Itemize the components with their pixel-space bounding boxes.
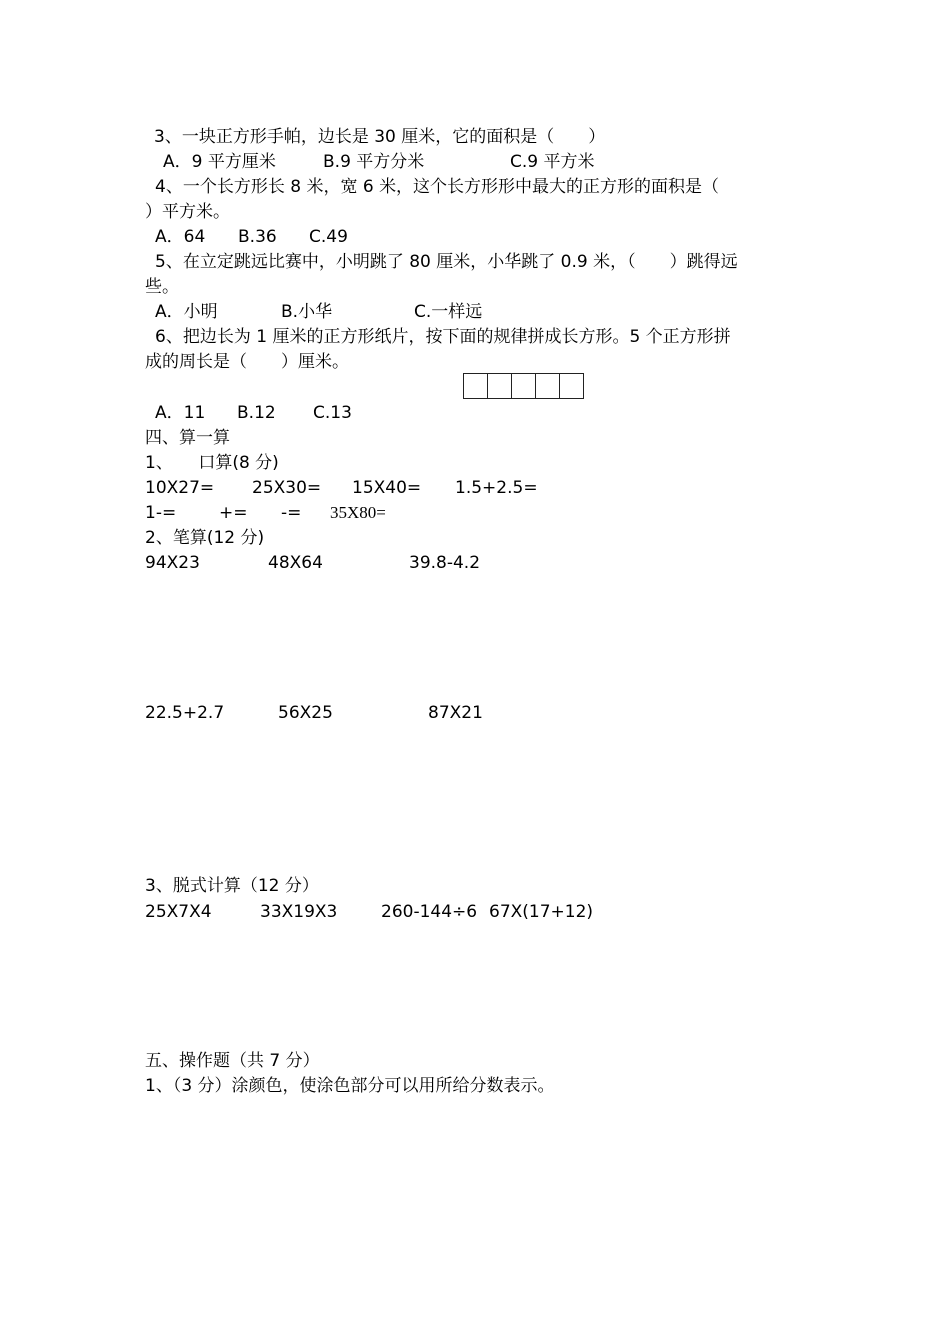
written-calc-item: 94X23 [145, 553, 200, 573]
question-4-stem-line1: 4、一个长方形长 8 米，宽 6 米，这个长方形形中最大的正方形的面积是（ [155, 177, 720, 197]
oral-calc-item: 10X27= [145, 478, 215, 498]
question-6-stem-line1: 6、把边长为 1 厘米的正方形纸片，按下面的规律拼成长方形。5 个正方形拼 [155, 327, 731, 347]
question-3-option-a: A．9 平方厘米 [163, 152, 276, 172]
oral-calc-heading: 1、 口算(8 分) [145, 453, 279, 473]
question-5-option-a: A．小明 [155, 302, 218, 322]
unit-square [487, 373, 512, 399]
section-5-title: 五、操作题（共 7 分） [145, 1051, 320, 1071]
question-4-option-b: B.36 [238, 227, 277, 247]
stepwise-calc-heading: 3、脱式计算（12 分） [145, 876, 319, 896]
unit-square [535, 373, 560, 399]
question-3-stem: 3、一块正方形手帕，边长是 30 厘米，它的面积是（ ） [154, 127, 606, 147]
question-5-option-c: C.一样远 [414, 302, 483, 322]
oral-calc-item: 1-= [145, 503, 177, 523]
written-calc-item: 56X25 [278, 703, 333, 723]
written-calc-item: 48X64 [268, 553, 323, 573]
question-4-option-c: C.49 [309, 227, 348, 247]
written-calc-heading: 2、笔算(12 分) [145, 528, 265, 548]
unit-square [511, 373, 536, 399]
question-5-stem-line2: 些。 [145, 277, 179, 297]
unit-square [559, 373, 584, 399]
question-6-option-b: B.12 [237, 403, 276, 423]
question-3-option-c: C.9 平方米 [510, 152, 595, 172]
question-6-option-c: C.13 [313, 403, 352, 423]
unit-square [463, 373, 488, 399]
section-5-question-1: 1、（3 分）涂颜色，使涂色部分可以用所给分数表示。 [145, 1076, 555, 1096]
stepwise-calc-item: 25X7X4 [145, 902, 212, 922]
oral-calc-item: 35X80= [330, 503, 386, 522]
question-4-stem-line2: ）平方米。 [145, 202, 230, 222]
written-calc-item: 22.5+2.7 [145, 703, 225, 723]
stepwise-calc-item: 260-144÷6 [381, 902, 478, 922]
oral-calc-item: += [219, 503, 248, 523]
written-calc-item: 39.8-4.2 [409, 553, 481, 573]
question-3-option-b: B.9 平方分米 [323, 152, 425, 172]
oral-calc-item: 15X40= [352, 478, 422, 498]
oral-calc-item: 1.5+2.5= [455, 478, 538, 498]
stepwise-calc-item: 67X(17+12) [489, 902, 594, 922]
oral-calc-item: -= [281, 503, 302, 523]
question-5-option-b: B.小华 [281, 302, 333, 322]
oral-calc-item: 25X30= [252, 478, 322, 498]
question-6-stem-line2: 成的周长是（ ）厘米。 [145, 352, 349, 372]
stepwise-calc-item: 33X19X3 [260, 902, 338, 922]
square-strip-figure [463, 373, 584, 399]
question-5-stem-line1: 5、在立定跳远比赛中，小明跳了 80 厘米，小华跳了 0.9 米，（ ）跳得远 [155, 252, 738, 272]
section-4-title: 四、算一算 [145, 428, 230, 448]
question-4-option-a: A．64 [155, 227, 206, 247]
question-6-option-a: A．11 [155, 403, 206, 423]
written-calc-item: 87X21 [428, 703, 483, 723]
